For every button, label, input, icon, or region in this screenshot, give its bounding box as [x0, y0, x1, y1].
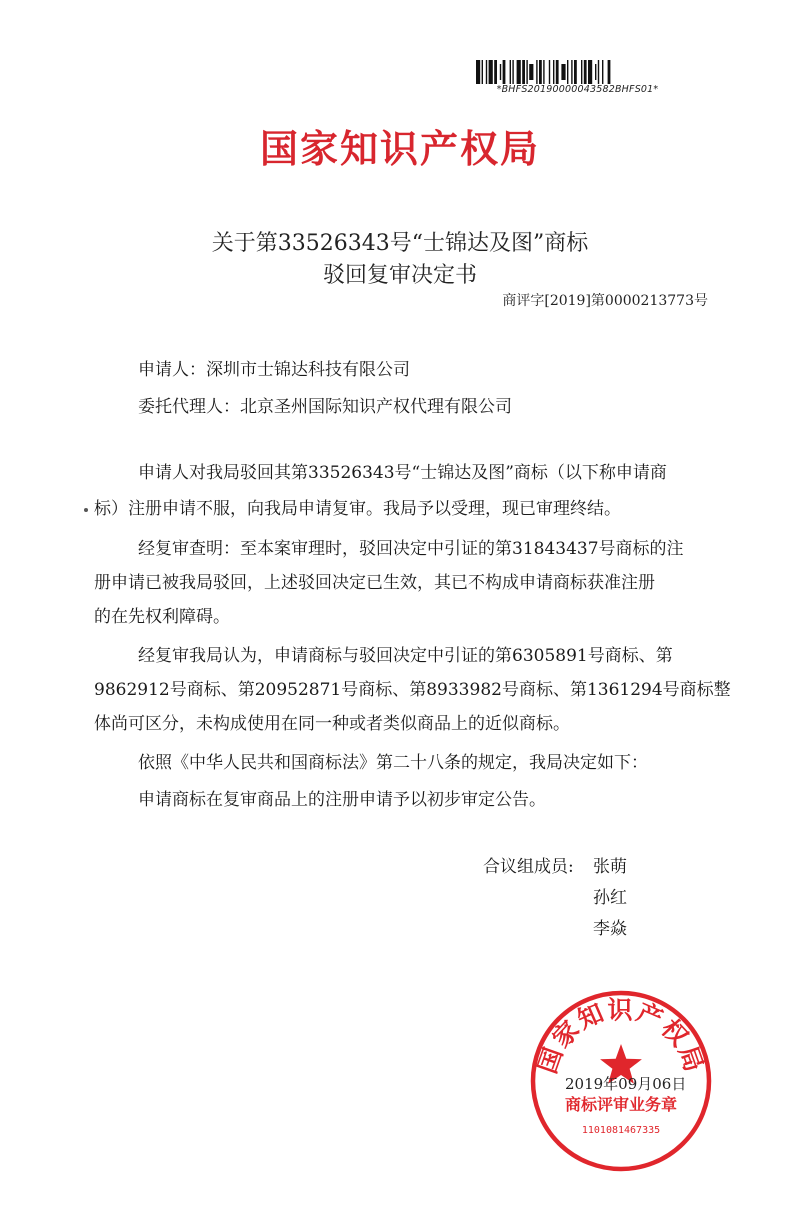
paragraph-2-line-1: 经复审查明：至本案审理时，驳回决定中引证的第31843437号商标的注 [138, 539, 684, 559]
barcode-bar [529, 64, 533, 80]
barcode-bar [489, 60, 493, 84]
seal-number: 1101081467335 [581, 1125, 661, 1136]
barcode-bar [602, 60, 603, 84]
barcode-bar [482, 60, 483, 84]
decision-date: 2019年09月06日 [565, 1075, 687, 1093]
barcode-bar [500, 64, 501, 80]
barcode-bar [581, 60, 582, 84]
paragraph-3-line-1: 经复审我局认为，申请商标与驳回决定中引证的第6305891号商标、第 [138, 646, 673, 666]
barcode-bar [476, 60, 480, 84]
barcode-bar [574, 60, 577, 84]
barcode-bar [549, 60, 550, 84]
barcode-bar [522, 60, 525, 84]
barcode-bar [494, 60, 497, 84]
agent-line: 委托代理人：北京圣州国际知识产权代理有限公司 [138, 397, 512, 417]
barcode-code-text: *BHFS20190000043582BHFS01* [496, 84, 659, 95]
barcode-bar [567, 60, 568, 84]
barcode-bar [553, 60, 554, 84]
margin-mark [84, 508, 88, 512]
applicant-line: 申请人：深圳市士锦达科技有限公司 [138, 360, 410, 380]
paragraph-5-line-1: 申请商标在复审商品上的注册申请予以初步审定公告。 [138, 790, 546, 810]
paragraph-1-line-2: 标）注册申请不服，向我局申请复审。我局予以受理，现已审理终结。 [94, 499, 621, 519]
barcode-bar [608, 60, 611, 84]
barcode-bar [517, 60, 521, 84]
barcode-bar [571, 60, 572, 84]
barcode-bar [536, 60, 537, 84]
barcode-bar [598, 60, 599, 84]
document-title-line-1: 关于第33526343号“士锦达及图”商标 [211, 231, 589, 256]
barcode-bar [595, 64, 596, 80]
organization-title: 国家知识产权局 [259, 127, 540, 171]
document-number: 商评字[2019]第0000213773号 [502, 293, 708, 309]
barcode-bar [503, 60, 506, 84]
seal-department: 商标评审业务章 [564, 1095, 678, 1114]
document-title-line-2: 驳回复审决定书 [322, 263, 477, 288]
paragraph-4-line-1: 依照《中华人民共和国商标法》第二十八条的规定，我局决定如下： [138, 753, 648, 773]
barcode-bar [543, 60, 544, 84]
barcode-bar [561, 64, 565, 80]
panel-member: 李焱 [593, 919, 627, 939]
barcode-bar [584, 60, 587, 84]
barcode-bar [510, 60, 511, 84]
paragraph-3-line-3: 体尚可区分，未构成使用在同一种或者类似商品上的近似商标。 [94, 714, 570, 734]
barcode-bar [512, 60, 513, 84]
paragraph-3-line-2: 9862912号商标、第20952871号商标、第8933982号商标、第1361294号商标整 [94, 680, 731, 700]
panel-member: 孙红 [593, 888, 627, 908]
paragraph-1-line-1: 申请人对我局驳回其第33526343号“士锦达及图”商标（以下称申请商 [138, 463, 667, 483]
barcode-bar [588, 60, 592, 84]
barcode-bar [526, 60, 527, 84]
paragraph-2-line-2: 册申请已被我局驳回，上述驳回决定已生效，其已不构成申请商标获准注册 [94, 573, 655, 593]
panel-label: 合议组成员: [483, 857, 574, 877]
seal-arc-text: 国家知识产权局 [532, 995, 710, 1078]
paragraph-2-line-3: 的在先权利障碍。 [94, 607, 230, 627]
barcode-bar [486, 60, 487, 84]
barcode-bar [539, 60, 542, 84]
panel-member: 张萌 [593, 857, 627, 877]
barcode [476, 60, 676, 84]
barcode-bar [556, 60, 559, 84]
